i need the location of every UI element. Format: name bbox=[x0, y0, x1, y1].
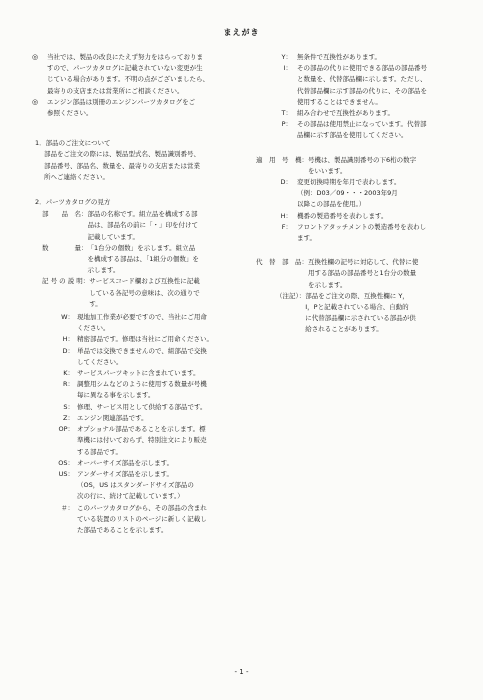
symbol-item bbox=[38, 346, 250, 368]
applicable-code-mark: D： bbox=[280, 178, 292, 187]
page-number: - 1 - bbox=[234, 668, 249, 676]
text-line: アンダーサイズ部品を示します。 bbox=[77, 469, 173, 478]
text-line: その部品は使用禁止になっています。代替部 bbox=[297, 120, 427, 129]
text-line: 部品の名称です。組立品を構成する部 bbox=[87, 210, 198, 219]
compat-text bbox=[297, 63, 466, 108]
guide-item bbox=[32, 209, 250, 243]
text-line: 「1台分の個数」を示します。組立品 bbox=[87, 243, 196, 252]
symbol-item bbox=[38, 379, 250, 401]
item-label: 代 替 部 品： bbox=[256, 258, 308, 267]
symbol-list bbox=[32, 312, 250, 536]
compat-text bbox=[297, 52, 466, 63]
text-line: 部品をご注文の際には、製品型式名、製品識別番号、 bbox=[44, 150, 200, 159]
item-label: 適 用 号 機： bbox=[256, 155, 308, 164]
alternative-note bbox=[256, 291, 466, 336]
item-text bbox=[88, 209, 251, 243]
item-label: 部 品 名： bbox=[42, 210, 88, 219]
symbol-code: ＃： bbox=[61, 503, 74, 512]
symbol-code: S： bbox=[63, 402, 74, 411]
compat-item bbox=[256, 63, 466, 108]
symbol-item bbox=[38, 424, 250, 458]
section-catalog-guide bbox=[32, 197, 250, 536]
symbol-text bbox=[77, 458, 250, 469]
text-line: ている装置のリストのページに新しく記載し bbox=[77, 514, 207, 523]
text-line: エンジン関連部品です。 bbox=[77, 413, 148, 422]
text-line: す。 bbox=[89, 299, 102, 308]
note-text bbox=[305, 291, 466, 336]
item-text bbox=[88, 243, 251, 277]
symbol-text bbox=[77, 402, 250, 413]
text-line: 以降この部品を使用。） bbox=[297, 200, 366, 209]
compat-code: T： bbox=[281, 109, 292, 118]
symbol-item bbox=[38, 368, 250, 379]
text-line: と数量を、代替部品欄に示します。ただし、 bbox=[297, 75, 427, 84]
bullet-mark: ◎ bbox=[32, 53, 39, 61]
text-line: フロントアタッチメントの製造番号を表わし bbox=[297, 222, 427, 231]
text-line: を構成する部品は、「1組分の個数」を bbox=[87, 255, 199, 264]
section-heading: 2．パーツカタログの見方 bbox=[35, 198, 111, 207]
compat-item bbox=[256, 108, 466, 119]
left-column bbox=[32, 52, 250, 536]
text-line: 無条件で互換性があります。 bbox=[297, 53, 381, 61]
text-line: 次の行に、続けて記載しています。） bbox=[77, 492, 184, 501]
text-line: を示します。 bbox=[308, 280, 347, 289]
symbol-text bbox=[77, 379, 250, 401]
text-line: エンジン部品は別冊のエンジンパーツカタログをご bbox=[47, 97, 196, 106]
text-line: 現地加工作業が必要ですので、当社にご用命 bbox=[77, 313, 207, 322]
symbol-code: OS： bbox=[58, 458, 74, 467]
text-line: 変更切換時期を年月で表わします。 bbox=[297, 178, 401, 187]
symbol-item bbox=[38, 458, 250, 469]
text-line: サービスパーツキットに含まれています。 bbox=[77, 369, 200, 378]
text-line: すので、パーツカタログに記載されていない変更が生 bbox=[47, 64, 203, 73]
text-line: 部品番号、部品名、数量を、最寄りの支店または営業 bbox=[44, 161, 200, 170]
text-line: 最寄りの支店または営業所にご相談ください。 bbox=[47, 86, 184, 95]
symbol-text bbox=[77, 413, 250, 424]
text-line: オーバーサイズ部品を示します。 bbox=[77, 458, 174, 467]
text-line: 示します。 bbox=[87, 266, 120, 275]
symbol-text bbox=[77, 312, 250, 334]
alternative-parts bbox=[256, 257, 466, 291]
text-line: 使用することはできません。 bbox=[297, 97, 382, 106]
text-line: 品欄に示す部品を使用してください。 bbox=[297, 131, 408, 140]
text-line: 調整用シムなどのように使用する数量が号機 bbox=[77, 380, 207, 389]
text-line: 号機は、製品識別番号の下6桁の数字 bbox=[308, 155, 417, 164]
applicable-code-mark: F： bbox=[281, 222, 292, 231]
compat-text bbox=[297, 119, 466, 141]
symbol-item bbox=[38, 312, 250, 334]
text-line: 組み合わせで互換性があります。 bbox=[297, 109, 394, 118]
bullet-mark: ◎ bbox=[32, 97, 39, 106]
symbol-code: OP： bbox=[58, 425, 74, 434]
symbol-text bbox=[77, 503, 250, 537]
applicable-code bbox=[256, 222, 466, 244]
note-text bbox=[47, 52, 250, 97]
text-line: 所へご連絡ください。 bbox=[44, 172, 109, 181]
text-line: （OS，US はスタンダードサイズ部品の bbox=[77, 481, 194, 490]
symbol-code: K： bbox=[63, 369, 74, 378]
symbol-item bbox=[38, 402, 250, 413]
applicable-code bbox=[256, 177, 466, 211]
applicable-code-text bbox=[297, 177, 466, 211]
text-line: オプショナル部品であることを示します。標 bbox=[77, 425, 206, 434]
text-line: 互換性欄の記号に対応して、代替に使 bbox=[308, 258, 419, 267]
text-line: このパーツカタログから、その部品の含まれ bbox=[77, 503, 207, 512]
compat-item bbox=[256, 52, 466, 63]
symbol-text bbox=[77, 368, 250, 379]
text-line: 部品をご注文の際、互換性欄に Y， bbox=[305, 291, 409, 300]
text-line: 参照ください。 bbox=[47, 109, 93, 118]
guide-item bbox=[32, 276, 250, 310]
applicable-code-text bbox=[297, 211, 466, 222]
item-text bbox=[308, 257, 466, 291]
right-column bbox=[256, 52, 466, 336]
applicable-code bbox=[256, 211, 466, 222]
text-line: 記載しています。 bbox=[87, 232, 139, 241]
symbol-item bbox=[38, 503, 250, 537]
text-line: 給されることがあります。 bbox=[305, 325, 383, 334]
symbol-item bbox=[38, 413, 250, 424]
applicable-code-text bbox=[297, 222, 466, 244]
compat-text bbox=[297, 108, 466, 119]
text-line: じている場合があります。不明の点がございましたら、 bbox=[47, 75, 209, 84]
text-line: た部品であることを示します。 bbox=[77, 525, 168, 534]
text-line: その部品の代りに使用できる部品の部品番号 bbox=[297, 64, 427, 73]
text-line: 当社では、製品の改良にたえず努力をはらっておりま bbox=[47, 53, 203, 61]
section-heading: 1．部品のご注文について bbox=[35, 139, 111, 148]
text-line: 品は、部品名の前に「・」印を付けて bbox=[87, 221, 198, 230]
text-line: 毎に異なる事を示します。 bbox=[77, 391, 155, 400]
compat-code: I： bbox=[283, 64, 292, 73]
note-text bbox=[47, 97, 250, 119]
compat-code: Y： bbox=[281, 53, 292, 61]
applicable-number bbox=[256, 155, 466, 177]
text-line: してください。 bbox=[77, 357, 123, 366]
text-line: 機番の製造番号を表わします。 bbox=[297, 211, 388, 220]
intro-note bbox=[32, 52, 250, 97]
symbol-code: H： bbox=[62, 335, 74, 344]
item-label: 数 量： bbox=[42, 243, 88, 252]
symbol-item bbox=[38, 334, 250, 345]
symbol-item bbox=[38, 469, 250, 503]
item-label: 記 号 の 説 明： bbox=[42, 277, 90, 286]
text-line: 準機には付いておらず、特別注文により販売 bbox=[77, 436, 207, 445]
symbol-text bbox=[77, 346, 250, 368]
text-line: ください。 bbox=[77, 324, 110, 333]
text-line: 修理、サービス用として供給する部品です。 bbox=[77, 402, 207, 411]
symbol-code: D： bbox=[62, 346, 74, 355]
section-order bbox=[32, 138, 250, 183]
symbol-code: R： bbox=[62, 380, 74, 389]
text-line: ます。 bbox=[297, 234, 316, 243]
text-line: （例：D03／09・・・2003年9月 bbox=[297, 189, 398, 198]
text-line: に代替部品欄に示されている部品が供 bbox=[305, 314, 416, 323]
symbol-code: US： bbox=[58, 469, 74, 478]
item-text bbox=[89, 276, 250, 310]
section-body bbox=[32, 149, 250, 183]
text-line: 単品では交換できませんので、組部品で交換 bbox=[77, 346, 207, 355]
text-line: 精密部品です。修理は当社にご用命ください。 bbox=[77, 335, 213, 344]
text-line: をいいます。 bbox=[308, 166, 347, 175]
text-line: している各記号の意味は、次の通りで bbox=[89, 288, 200, 297]
symbol-text bbox=[77, 424, 250, 458]
compat-item bbox=[256, 119, 466, 141]
page-title: まえがき bbox=[223, 28, 260, 37]
symbol-code: W： bbox=[61, 313, 74, 322]
compat-code: P： bbox=[281, 120, 292, 129]
intro-note bbox=[32, 97, 250, 119]
text-line: する部品です。 bbox=[77, 447, 122, 456]
guide-item bbox=[32, 243, 250, 277]
text-line: 用する部品の部品番号と1台分の数量 bbox=[308, 269, 417, 278]
symbol-text bbox=[77, 469, 250, 503]
applicable-code-mark: H： bbox=[280, 211, 292, 220]
symbol-code: Z： bbox=[63, 413, 74, 422]
text-line: サービスコード欄および互換性に記載 bbox=[89, 277, 200, 286]
text-line: I，Pと記載されている場合、自動的 bbox=[305, 303, 409, 312]
text-line: 代替部品欄に示す部品の代りに、その部品を bbox=[297, 86, 427, 95]
item-text bbox=[308, 155, 466, 177]
symbol-text bbox=[77, 334, 250, 345]
note-label: （注記）： bbox=[276, 291, 306, 300]
